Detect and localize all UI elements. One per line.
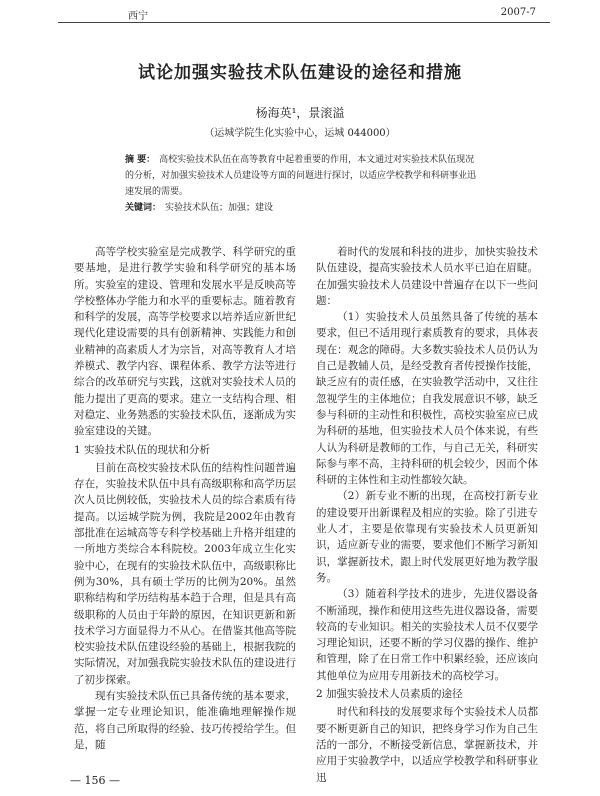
- keywords-label: 关键词：: [125, 203, 162, 213]
- affiliation: （运城学院生化实验中心，运城 044000）: [204, 128, 396, 139]
- running-header: [58, 6, 550, 23]
- page-number: — 156 —: [70, 774, 120, 787]
- left-column: [74, 244, 296, 753]
- keywords-text: 实验技术队伍；加强；建设: [165, 203, 274, 213]
- issue-date: 2007-7: [500, 7, 536, 18]
- paragraph: 着时代的发展和科技的进步，加快实验技术队伍建设，提高实验技术人员水平已迫在眉睫。在加强实验技术人员建设中普遍存在以下一些问题：: [316, 246, 538, 307]
- authors: 杨海英¹，景滚溢: [255, 106, 345, 120]
- paragraph: （3）随着科学技术的进步，先进仪器设备不断涌现，操作和使用这些先进仪器设备，需要较高的专业知识。相关的实验技术人员不仅要学习理论知识，还要不断的学习仪器的操作、维护和管理，除了在日常工作中积累经验，还应该向其他单位为应用专用新技术的高校学习。: [316, 588, 538, 682]
- paragraph: 时代和科技的发展要求每个实验技术人员都要不断更新自己的知识，把终身学习作为自己生活的一部分，不断接受新信息，掌握新技术，并应用于实验教学中，以适应学校教学和科研事业迅: [316, 706, 538, 784]
- abstract-label: 摘 要：: [125, 155, 156, 165]
- section-heading: 2 加强实验技术人员素质的途径: [316, 688, 463, 701]
- page-title: 试论加强实验技术队伍建设的途径和措施: [138, 63, 462, 83]
- abstract-block: [125, 152, 480, 216]
- abstract: [125, 152, 480, 200]
- journal-name: 西宁: [128, 11, 148, 22]
- section-heading: 1 实验技术队伍的现状和分析: [74, 443, 211, 456]
- paragraph: 高等学校实验室是完成教学、科学研究的重要基地，是进行教学实验和科学研究的基本场所。实验室的建设、管理和发展水平是反映高等学校整体办学能力和水平的重要标志。随着教育和科学的发展，高等学校要求以培养适应新世纪现代化建设需要的具有创新精神、实践能力和创业精神的高素质人才为宗旨，对高等教育人才培养模式、教学内容、课程体系、教学方法等进行综合的改革研究与实践，这就对实验技术人员的能力提出了更高的要求。建立一支结构合理、相对稳定、业务熟悉的实验技术队伍，逐渐成为实验室建设的关键。: [74, 246, 296, 438]
- paragraph: 目前在高校实验技术队伍的结构性问题普遍存在，实验技术队伍中具有高级职称和高学历层次人员比例较低，实验技术人员的综合素质有待提高。以运城学院为例，我院是2002年由教育部批准在运城高等专科学校基础上升格并组建的一所地方类综合本科院校。2003年成立生化实验中心，在现有的实验技术队伍中，高级职称比例为30%，具有硕士学历的比例为20%。虽然职称结构和学历结构基本趋于合理，但是具有高级职称的人员由于年龄的原因，在知识更新和新技术学习方面显得力不从心。在借鉴其他高等院校实验技术队伍建设经验的基础上，根据我院的实际情况，对加强我院实验技术队伍的建设进行了初步探索。: [74, 461, 296, 686]
- abstract-text: 高校实验技术队伍在高等教育中起着重要的作用，本文通过对实验技术队伍现况的分析，对加强实验技术人员建设等方面的问题进行探讨，以适应学校教学和科研事业迅速发展的需要。: [125, 155, 477, 197]
- paragraph: （2）新专业不断的出现，在高校打新专业的建设要开出新课程及相应的实验。除了引进专业人才，主要是依靠现有实验技术人员更新知识，适应新专业的需要，要求他们不断学习新知识，掌握新技术，跟上时代发展更好地为教学服务。: [316, 490, 538, 584]
- paragraph: 现有实验技术队伍已具备传统的基本要求，掌握一定专业理论知识，能准确地理解操作规范，将自己所取得的经验、技巧传授给学生。但是，随: [74, 690, 296, 751]
- keywords: [125, 200, 480, 216]
- right-column: [316, 244, 538, 786]
- paragraph: （1）实验技术人员虽然具备了传统的基本要求，但已不适用现行素质教育的要求，具体表现在：观念的障碍。大多数实验技术人员仍认为自己是教辅人员，是经受教育者传授操作技能，缺乏应有的责任感，在实验教学活动中，又往往忽视学生的主体地位；自我发展意识不够，缺乏参与科研的主动性和积极性，高校实验室应已成为科研的基地，但实验技术人员个体来说，有些人认为科研是教师的工作，与自己无关，科研实际参与率不高，主持科研的机会较少，因而个体科研的主体性和主动性都较欠缺。: [316, 311, 538, 487]
